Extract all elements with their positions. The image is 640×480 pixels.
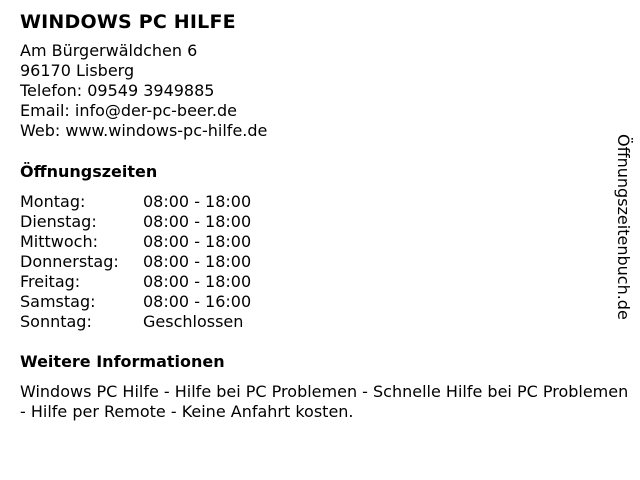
- hours-time: 08:00 - 18:00: [143, 192, 252, 211]
- hours-table: [20, 192, 632, 332]
- side-brand-label: Öffnungszeitenbuch.de: [614, 134, 633, 320]
- street-address: Am Bürgerwäldchen 6: [20, 41, 198, 60]
- hours-day: Samstag:: [20, 292, 96, 311]
- hours-row: [20, 252, 632, 272]
- hours-time: 08:00 - 18:00: [143, 272, 252, 291]
- city-address: 96170 Lisberg: [20, 61, 135, 80]
- business-card: [20, 10, 632, 422]
- hours-day: Donnerstag:: [20, 252, 119, 271]
- website: Web: www.windows-pc-hilfe.de: [20, 121, 268, 140]
- hours-time: 08:00 - 18:00: [143, 212, 252, 231]
- hours-day: Dienstag:: [20, 212, 97, 231]
- info-heading: Weitere Informationen: [20, 352, 225, 371]
- info-text: Windows PC Hilfe - Hilfe bei PC Problemen - Schnelle Hilfe bei PC Problemen - Hilfe per Remote - Keine Anfahrt kosten.: [20, 382, 629, 421]
- hours-day: Freitag:: [20, 272, 81, 291]
- hours-row: [20, 192, 632, 212]
- hours-time: 08:00 - 18:00: [143, 232, 252, 251]
- hours-row: [20, 272, 632, 292]
- email-address: Email: info@der-pc-beer.de: [20, 101, 237, 120]
- hours-heading: Öffnungszeiten: [20, 162, 158, 181]
- hours-day: Montag:: [20, 192, 86, 211]
- hours-time: 08:00 - 16:00: [143, 292, 252, 311]
- hours-row: [20, 312, 632, 332]
- hours-day: Sonntag:: [20, 312, 92, 331]
- hours-row: [20, 232, 632, 252]
- hours-day: Mittwoch:: [20, 232, 98, 251]
- hours-row: [20, 292, 632, 312]
- contact-block: [20, 41, 632, 141]
- hours-row: [20, 212, 632, 232]
- hours-time: Geschlossen: [143, 312, 244, 331]
- phone-number: Telefon: 09549 3949885: [20, 81, 215, 100]
- business-name: WINDOWS PC HILFE: [20, 11, 236, 33]
- hours-time: 08:00 - 18:00: [143, 252, 252, 271]
